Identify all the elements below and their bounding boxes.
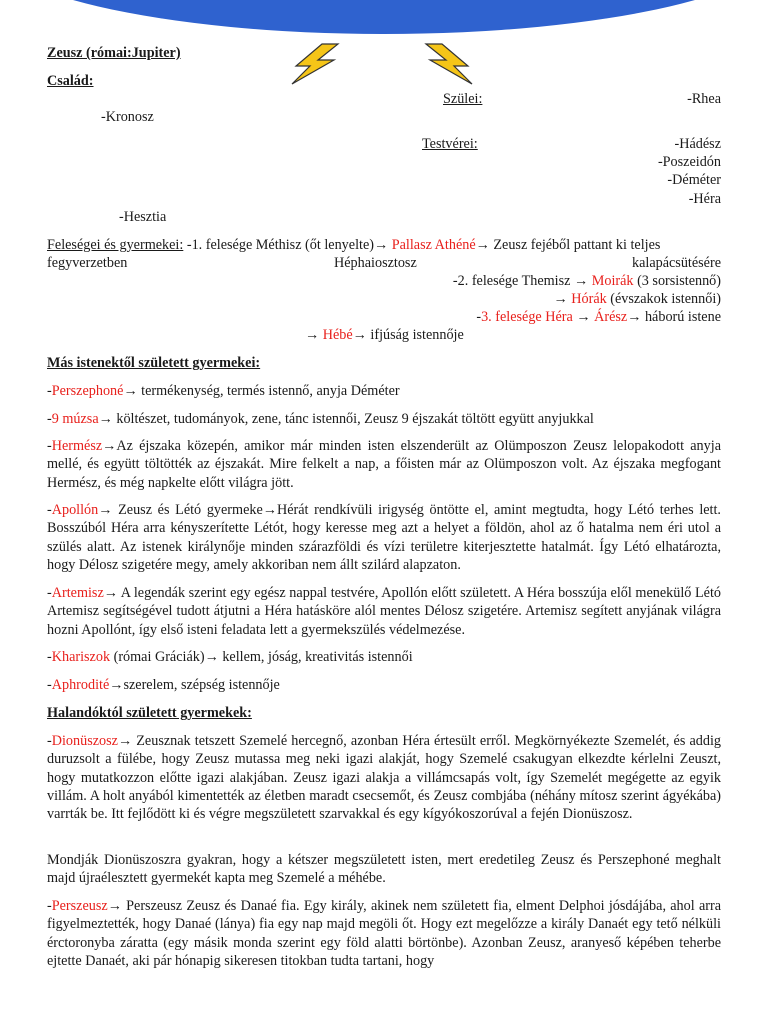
arrow-icon: → xyxy=(103,585,118,601)
wife-2-line2: → Hórák (évszakok istennői) xyxy=(553,291,721,307)
arrow-icon: → xyxy=(553,291,568,307)
paragraph: Mondják Dionüszoszra gyakran, hogy a kétszer megszületett isten, mert eredetileg Zeusz és Perszephoné meghalt majd újraélesztett gyermekét kapta meg Szemelé a méhébe. xyxy=(47,852,721,887)
child-name: Moirák xyxy=(591,273,634,289)
family-heading: Család: xyxy=(47,73,94,89)
sibling-item: -Déméter xyxy=(667,172,721,188)
arrow-icon: → xyxy=(98,411,113,427)
child-entry: -9 múzsa→ költészet, tudományok, zene, tánc istennői, Zeusz 9 éjszakát töltött együtt anyjukkal xyxy=(47,411,594,427)
arrow-icon: → xyxy=(574,273,589,289)
header-banner xyxy=(0,0,768,34)
parent-item: -Kronosz xyxy=(101,109,154,125)
arrow-icon: → xyxy=(475,237,490,253)
arrow-icon: → xyxy=(107,898,122,914)
wife-3-line2: → Hébé→ ifjúság istennője xyxy=(305,327,464,343)
child-entry: -Aphrodité→szerelem, szépség istennője xyxy=(47,677,280,693)
sibling-item: -Hesztia xyxy=(119,209,167,225)
page-title: Zeusz (római:Jupiter) xyxy=(47,45,181,61)
section-heading: Más istenektől született gyermekei: xyxy=(47,355,261,371)
sibling-item: -Héra xyxy=(688,191,721,207)
child-name: Hébé xyxy=(322,327,353,343)
arrow-icon: → xyxy=(627,309,642,325)
arrow-icon: → xyxy=(109,677,124,693)
child-entry: -Perszephoné→ termékenység, termés istennő, anyja Déméter xyxy=(47,383,400,399)
child-entry: -Hermész→Az éjszaka közepén, amikor már minden isten elszenderült az Olümposzon Zeusz lelopakodott anyja mellé, és együtt töltötték az éjszakát. Mire felkelt a nap, a főisten már az Olümposzon volt. Az éjszaka megfogant Hermész, és még napkelte előtt világra jött. xyxy=(47,438,721,491)
arrow-icon: → xyxy=(262,502,277,518)
arrow-icon: → xyxy=(123,383,138,399)
sibling-item: -Poszeidón xyxy=(657,154,721,170)
child-name: Árész xyxy=(594,309,628,325)
arrow-icon: → xyxy=(102,438,117,454)
child-entry: -Artemisz→ A legendák szerint egy egész nappal testvére, Apollón előtt született. A Héra bosszúja elől menekülő Létó Artemisz segítségével tudott átjutni a Héra hatásköre alól mentes Délosz szigetére. Artemisz segített anyjának világra hozni Apollónt, így első isteni feladata lett a gyermekszülés védelmezése. xyxy=(47,585,721,638)
wife-3-line: -3. felesége Héra → Árész→ háború istene xyxy=(476,309,721,325)
wife-2-line: -2. felesége Themisz → Moirák (3 sorsistennő) xyxy=(452,273,721,289)
arrow-icon: → xyxy=(305,327,320,343)
sibling-item: -Hádész xyxy=(674,136,721,152)
wives-label: Feleségei és gyermekei: xyxy=(47,237,184,253)
child-entry: -Apollón→ Zeusz és Létó gyermeke→Hérát rendkívüli irigység öntötte el, amint megtudta, hogy Létó terhes lett. Bosszúból Héra arra kényszerítette Létót, hogy keresse meg azt a helyet a földön, ahol az ő hatalma nem éri utol a szülés alatt. Az istenek királynője minden szárazföldi és vízi területre kiterjesztette hatalmát. Így Létó elhatározta, hogy Délosz szigetére megy, amely akkoriban nem állt szilárd alapzaton. xyxy=(47,502,721,573)
parents-label: Szülei: xyxy=(443,91,483,107)
wife-1-line: Feleségei és gyermekei: -1. felesége Méthisz (őt lenyelte)→ Pallasz Athéné→ Zeusz fejéből pattant ki teljes xyxy=(47,237,661,253)
arrow-icon: → xyxy=(576,309,591,325)
child-entry: -Dionüszosz→ Zeusznak tetszett Szemelé hercegnő, azonban Héra értesült erről. Megkörnyékezte Szemelét, és addig duruzsolt a fülébe, hogy Zeusz mutassa meg neki igazi alakját, hogy Szemelé csakugyan elkezdte kérlelni Zeuszt, hogy mutatkozzon előtte igazi alakjában. Zeusz igazi alakja a villámcsapás volt, így Szemelét megégette az egyik villám. A holt anyából kimentették az életben maradt csecsemőt, és Zeusz combjába (néhány mítosz szerint ágyékába) varrták be. Itt fejlődött ki és végre megszületett szarvakkal és egy kígyókoszorúval a fején Dionüszosz. xyxy=(47,733,721,823)
child-name: Hórák xyxy=(571,291,607,307)
parent-item: -Rhea xyxy=(687,91,721,107)
arrow-icon: → xyxy=(204,649,219,665)
siblings-label: Testvérei: xyxy=(422,136,478,152)
section-heading: Halandóktól született gyermekek: xyxy=(47,705,252,721)
arrow-icon: → xyxy=(352,327,367,343)
child-entry: -Perszeusz→ Perszeusz Zeusz és Danaé fia. Egy király, akinek nem született fia, elment Delphoi jósdájába, ahol arra figyelmeztették, hogy Danaé (lánya) fia egy nap majd megöli őt. Hogy ezt megelőzze a király Danaét egy tető nélküli érctoronyba záratta (egy másik monda szerint egy föld alatti börtönbe). Azonban Zeusz, aranyeső képében teherbe ejtette Danaét, aki pár hónapig sikeresen titokban tudta tartani, hogy xyxy=(47,898,721,969)
arrow-icon: → xyxy=(373,237,389,253)
arrow-icon: → xyxy=(117,733,133,749)
child-entry: -Khariszok (római Gráciák)→ kellem, jóság, kreativitás istennői xyxy=(47,649,413,665)
child-name: Pallasz Athéné xyxy=(391,237,476,253)
arrow-icon: → xyxy=(98,502,113,518)
